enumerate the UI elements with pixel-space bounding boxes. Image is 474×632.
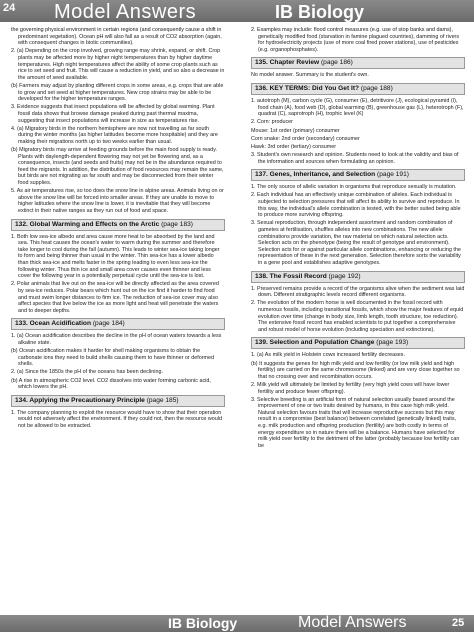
right-column (251, 27, 465, 610)
answer-item: 2. Milk yield will ultimately be limited by fertility (very high yield cows will have lower fertility and produce fewer offspring). (251, 381, 450, 395)
section-page-ref: (page 193) (376, 339, 409, 347)
answer-item: Mouse: 1st order (primary) consumer (251, 127, 340, 134)
section-title: 138. The Fossil Record (255, 272, 327, 280)
answer-item: (b) It suggests the genes for high milk yield and low fertility (or low milk yield and high fertility) are carried on the same chromosome (linked) and are very close together so that no crossing over and recombination occurs. (251, 360, 460, 380)
section-page-ref: (page 186) (320, 59, 353, 67)
answer-item: (b) Farmers may adjust by planting different crops in some areas, e.g. crops that are able to grow and set seed at higher temperatures. New crop strains may be able to be developed for the higher temperature ranges. (11, 82, 224, 103)
section-title: 139. Selection and Population Change (255, 339, 375, 347)
answer-item: 3. Evidence suggests that insect populations will be affected by global warming. Plant fossil data shows that browse damage peaked during past thermal maxima, suggesting that insect populations will increase in size as temperatures rise. (11, 104, 215, 124)
section-heading-132 (11, 219, 225, 231)
section-heading-135 (251, 57, 465, 69)
answer-item: 3. Student's own research and opinion. Students need to look at the validity and bias of the information and sources when formulating an opinion. (251, 152, 459, 165)
footer-title-ib-biology: IB Biology (168, 615, 238, 631)
section-heading-134 (11, 395, 225, 407)
section-title: 132. Global Warming and Effects on the Arctic (15, 220, 160, 228)
page-number-bottom: 25 (452, 617, 465, 629)
answer-item: 2. Polar animals that live out on the sea-ice will be directly affected as the area covered by sea-ice reduces. Polar bears which hunt out on the ice find it harder to find food and must swim longer distances to firm ice. The reduction of sea-ice cover may also affect species that live below the ice as more light and heat will penetrate the waters and to deeper depths. (11, 281, 219, 314)
answer-item: 2. Corn: producer (251, 119, 293, 126)
section-heading-133 (11, 318, 225, 330)
page-number-top: 24 (3, 2, 16, 14)
footer-title-model-answers: Model Answers (298, 614, 407, 631)
answer-item: (b) Ocean acidification makes it harder for shell making organisms to obtain the carbonate ions they need to build shells causing them to have thinner or deformed shells. (11, 348, 214, 368)
section-title: 134. Applying the Precautionary Principle (15, 396, 145, 404)
answer-item: 2. (a) Depending on the crop involved, growing range may shrink, expand, or shift. Crop plants may be affected more by higher night temperatures than by higher daytime temperatures. High night temperatures affect the ability of some crop plants such as rice to set seed and fruit. This will cause a reduction in yield, and so also a decrease in the amount of seed available. (11, 48, 225, 81)
answer-item: 1. The only source of allelic variation in organisms that reproduce sexually is mutation. (251, 184, 457, 191)
section-page-ref: (page 192) (328, 272, 361, 280)
answer-item: 2. Examples may include: flood control measures (e.g. use of stop banks and dams), genetically modified food (starvation in famine plagued countries), damming of rivers for hydroelectricity projects (use of more coal fired power stations), use of pesticides (e.g. organophosphates). (251, 27, 460, 53)
answer-item: (b) Migratory birds may arrive at feeding grounds before the main food supply is ready. Plants with daylength-dependent flowering may not yet be flowering and, as a consequence, insects (and seeds and fruits) may not be in the abundance required to feed the migrants. In addition, the distribution of food resources may remain the same, but birds are not migrating as far south and may be disconnected from their winter food supplies. (11, 147, 224, 187)
answer-item: 1. Both low sea-ice albedo and area cause more heat to be absorbed by the land and sea. This heat causes the ocean's water to warm during the summer and therefore take longer to cool during the fall (autumn). This leads to winter sea-ice taking longer to form and being thinner than usual in the winter. Thin sea-ice has a lower albedo than thick sea-ice and melts faster in the spring leading to even less sea-ice the following winter. Thus thin ice and small area cover causes even thinner and less cover the following year in a potentially perpetual cycle until the sea-ice is lost. (11, 233, 220, 280)
answer-item: 4. (a) Migratory birds in the northern hemisphere are now not travelling as far south during the winter months (as higher latitudes become more hospitable) and they are making their migrations north up to two weeks earlier than usual. (11, 125, 218, 145)
section-title: 136. KEY TERMS: Did You Get It? (255, 84, 360, 92)
header-title-ib-biology: IB Biology (275, 2, 364, 22)
answer-item: 2. (a) Since the 1850s the pH of the oceans has been declining. (11, 369, 163, 376)
answer-item: 5. As air temperatures rise, so too does the snow line in alpine areas. Animals living on or above the snow line will be forced into smaller areas. If they are unable to move to higher latitudes where the snow line is lower, it is inevitable that they will become extinct in their native ranges as they run out of food and space. (11, 188, 224, 214)
answer-item: 2. The evolution of the modern horse is well documented in the fossil record with numerous fossils, including transitional fossils, which show the major features of equid evolution over time (change in body size, limb length, tooth structure, toe reduction). The extensive fossil record has enabled scientists to put together a comprehensive and robust model of horse evolution (including speciation and extinctions). (251, 300, 464, 333)
answer-item: 1. (a) As milk yield in Holstein cows increased fertility decreases. (251, 352, 405, 359)
answer-item: Corn snake: 2nd order (secondary) consumer (251, 135, 360, 142)
answer-item: No model answer. Summary is the student's own. (251, 72, 369, 79)
section-heading-138 (251, 271, 465, 283)
section-heading-136 (251, 83, 465, 95)
section-title: 137. Genes, Inheritance, and Selection (255, 171, 376, 179)
answer-item: 3. Sexual reproduction, through independent assortment and random combination of gametes at fertilisation, shuffles alleles into new combinations. The new allele combinations provide variation, the raw material on which natural selection acts. Selection acts on the phenotype (being the result of genotype and environment). Selection acts for or against particular allele combinations, enhancing or reducing the representation of these in the next generation. Selection therefore sorts the variability in a gene pool and establishes adaptive genotypes. (251, 220, 461, 266)
answer-item: 2. Each individual has an effectively unique combination of alleles. Each individual is subjected to selection pressures that will affect its ability to survive and reproduce. In this way, the individual's allele combination is tested, with the better suited being able to produce more surviving offspring. (251, 192, 461, 219)
section-page-ref: (page 185) (146, 396, 179, 404)
answer-item: Hawk: 3rd order (tertiary) consumer (251, 143, 337, 150)
left-column (11, 27, 225, 610)
section-page-ref: (page 184) (92, 320, 125, 328)
footer-band (0, 615, 474, 632)
header-title-model-answers: Model Answers (54, 1, 197, 23)
paragraph: the governing physical environment in certain regions (and consequently cause a shift in predominant vegetation). Ocean pH will also fall as a result of CO2 absorption (again, with consequent changes in biotic communities). (11, 27, 222, 47)
answer-item: 1. Preserved remains provide a record of the organisms alive when the sediment was laid down. Different stratigraphic levels record different organisms. (251, 285, 465, 299)
section-page-ref: (page 183) (161, 220, 193, 228)
section-title: 135. Chapter Review (255, 59, 320, 67)
answer-item: 1. The company planning to exploit the resource would have to show that their operation would not adversely affect the environment. If they could not, then the resource would not be allowed to be extracted. (11, 409, 222, 430)
answer-item: 3. Selective breeding is an artificial form of natural selection usually based around the improvement of one or two traits desired by humans, in this case high milk yield. Natural selection favours traits that will increase reproductive success but this may result in a compromise (best balance) between correlated (genetically linked) traits, e.g. milk production and offspring production (fertility) are both costly in terms of energy expenditure so in nature there will be a balance. Humans have selected for milk yield over fertility to the detriment of the latter (probably because low fertility can be (251, 396, 460, 449)
answer-item: (b) A rise in atmospheric CO2 level. CO2 dissolves into water forming carbonic acid, which lowers the pH. (11, 377, 211, 391)
section-heading-139 (251, 337, 465, 349)
answer-item: 1. (a) Ocean acidification describes the decline in the pH of ocean waters towards a less alkaline state. (11, 333, 222, 346)
section-heading-137 (251, 169, 465, 181)
section-title: 133. Ocean Acidification (15, 320, 91, 328)
section-page-ref: (page 188) (360, 84, 393, 92)
header-band (0, 0, 474, 22)
answer-item: 1. autotroph (M), carbon cycle (G), consumer (E), detritivore (J), ecological pyramid (I), food chain (A), food web (D), global warming (B), greenhouse gas (L), heterotroph (F), quadrat (C), saprotroph (H), trophic level (K) (251, 97, 464, 118)
section-page-ref: (page 191) (377, 171, 409, 179)
